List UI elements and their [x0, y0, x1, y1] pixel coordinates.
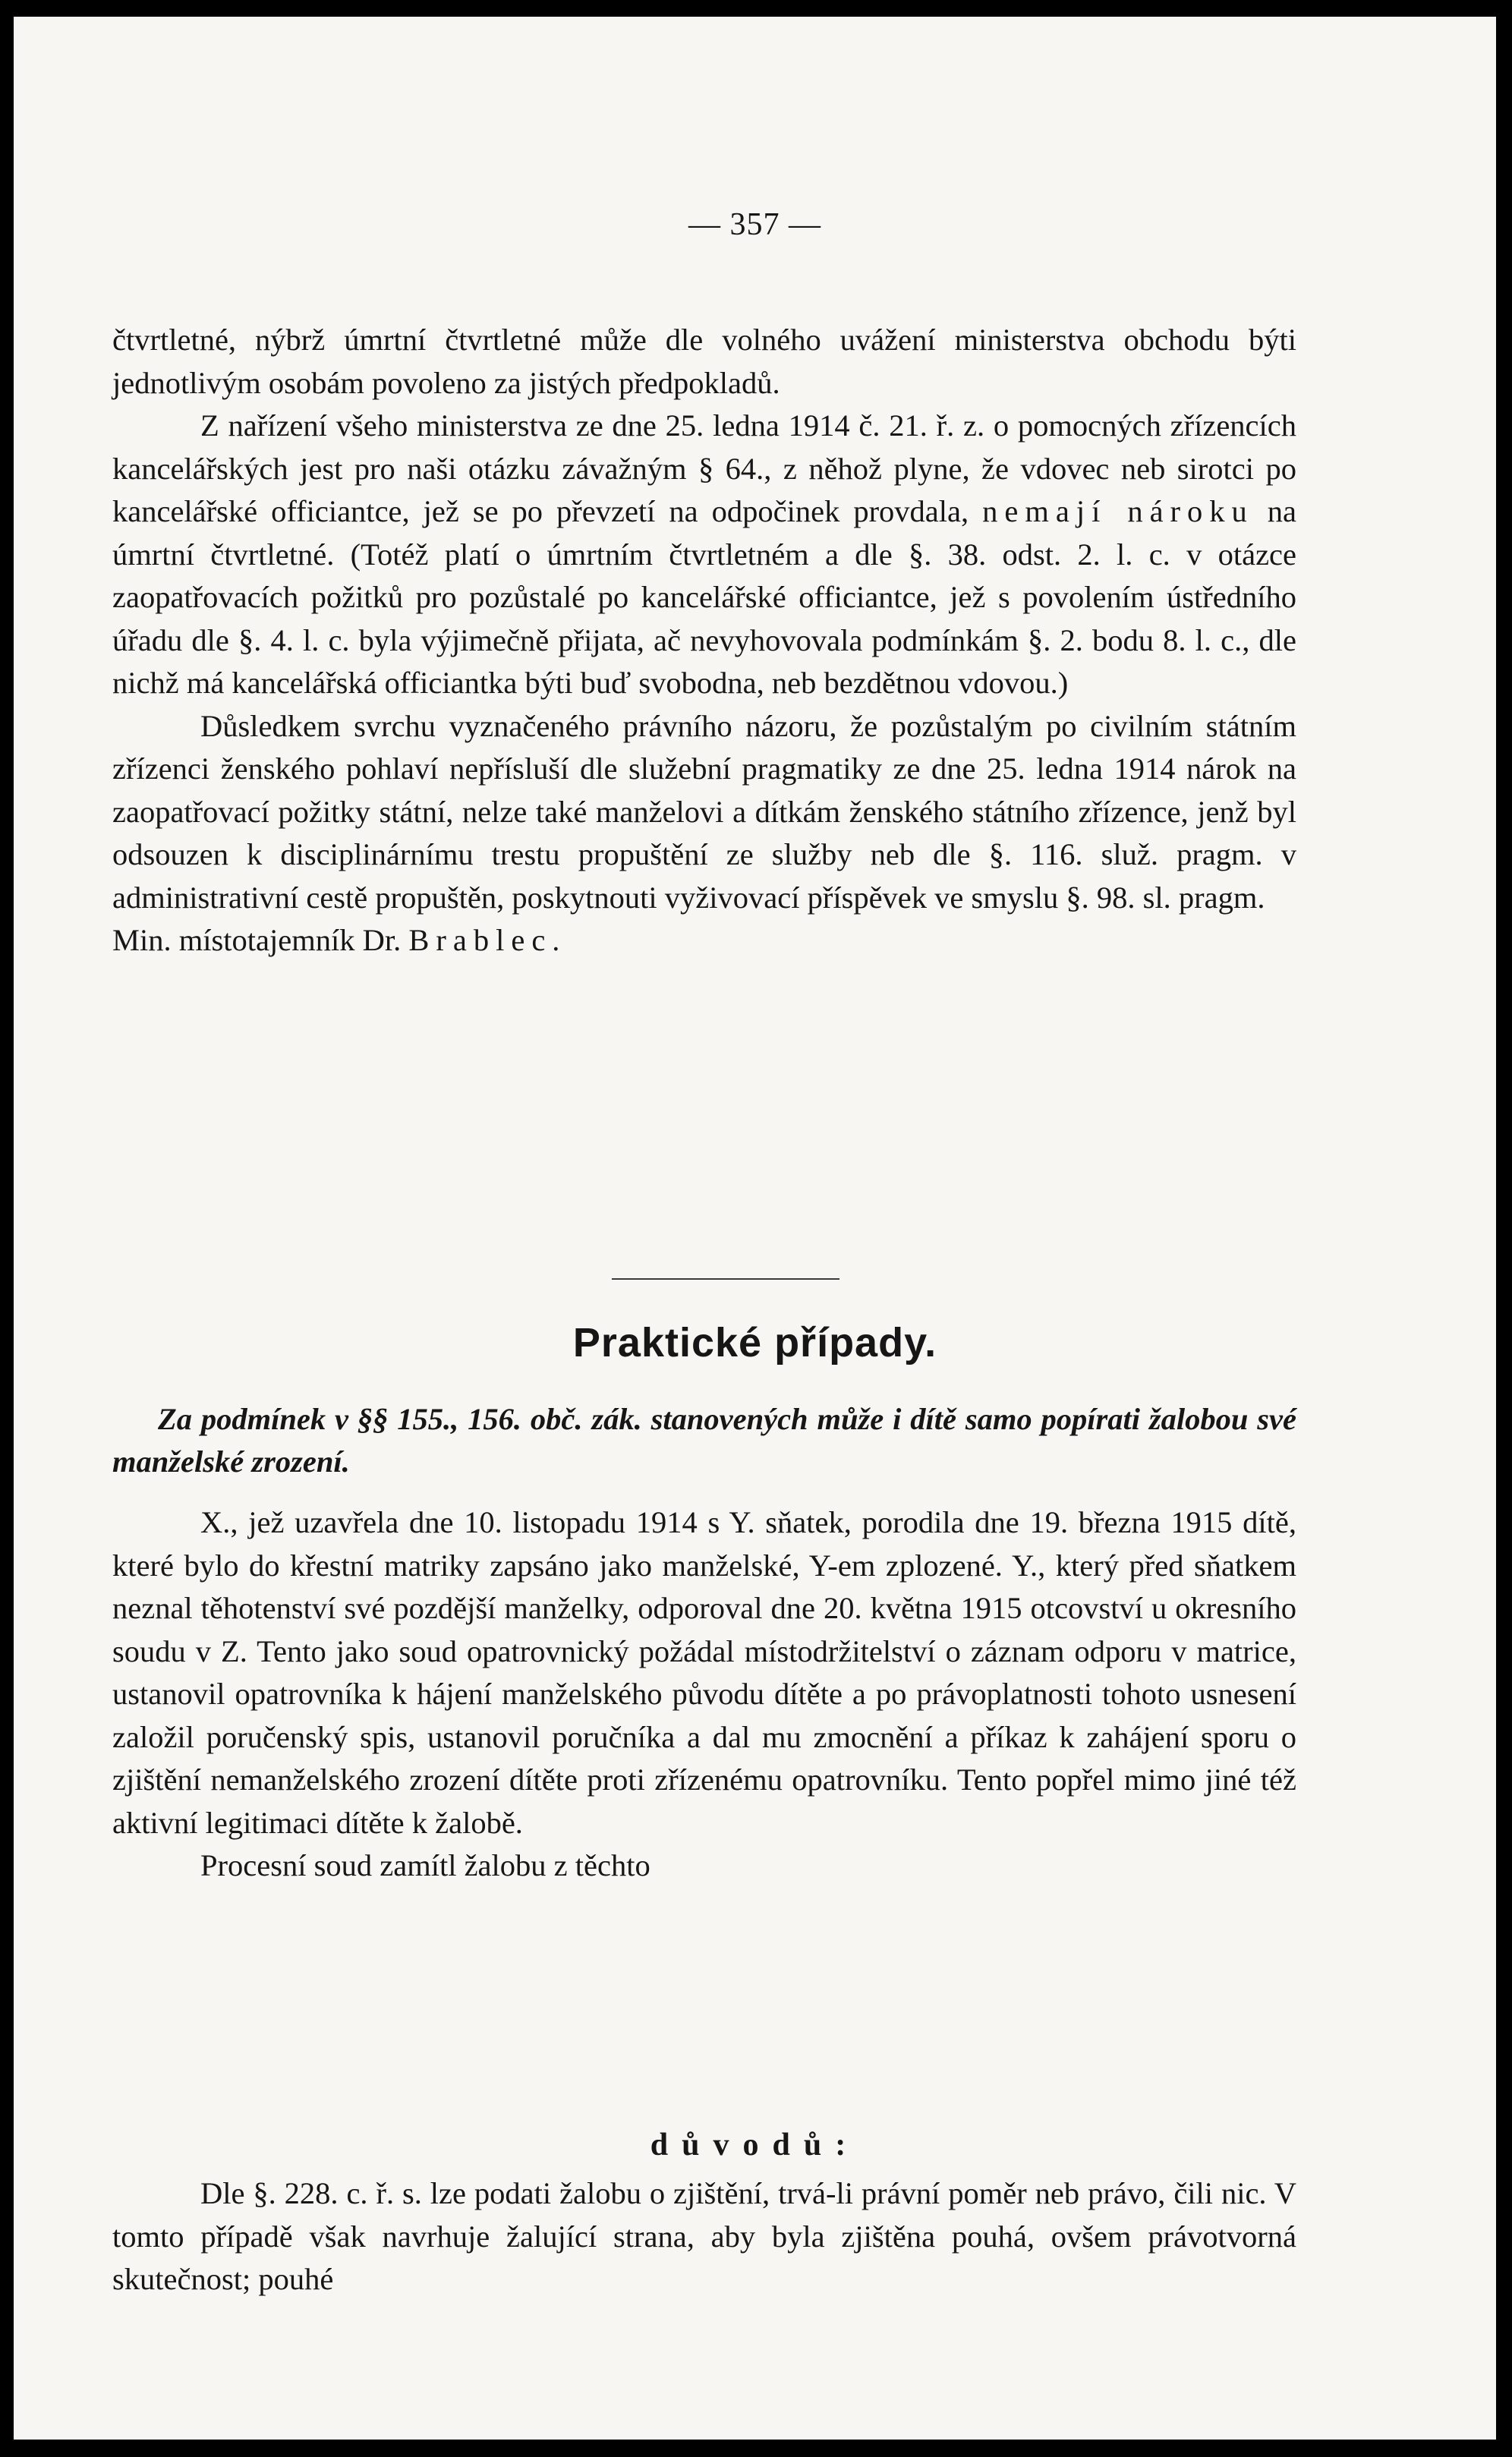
case-text-block: [112, 1501, 1296, 1888]
case-heading: Za podmínek v §§ 155., 156. obč. zák. stanovených může i dítě samo popírati žalobou své manželské zrození.: [112, 1402, 1296, 1479]
reasons-heading: důvodů:: [650, 2128, 860, 2162]
paragraph-court-decision: Procesní soud zamítl žalobu z těchto: [200, 1848, 650, 1882]
emphasis-no-claim: nemají nároku: [982, 494, 1254, 528]
document-page: [14, 17, 1496, 2440]
upper-text-block: [112, 319, 1296, 962]
signature-line: [112, 919, 1296, 962]
paragraph-consequence: Důsledkem svrchu vyznačeného právního názoru, že pozůstalým po civilním státním zřízenci ženského pohlaví nepřísluší dle služební pragmatiky ze dne 25. ledna 1914 nárok na zaopatřovací požitky státní, nelze také manželovi a dítkám ženského státního zřízence, jenž byl odsouzen k disciplinárnímu trestu propuštění ze služby neb dle §. 116. služ. pragm. v administrativní cestě propuštěn, poskytnouti vyživovací příspěvek ve smyslu §. 98. sl. pragm.: [112, 708, 1296, 915]
regulation-text-continued: na úmrtní čtvrtletné. (Totéž platí o úmrtním čtvrtletném a dle §. 38. odst. 2. l. c. v otázce zaopatřovacích požitků pro pozůstalé po kancelářské officiantce, jež s povolením ústředního úřadu dle §. 4. l. c. byla výjimečně přijata, ač nevyhovovala podmínkám §. 2. bodu 8. l. c., dle nichž má kancelářská officiantka býti buď svobodna, neb bezdětnou vdovou.): [112, 494, 1296, 700]
reasons-text-block: [112, 2172, 1296, 2301]
paragraph-continuation: čtvrtletné, nýbrž úmrtní čtvrtletné může dle volného uvážení ministerstva obchodu býti jednotlivým osobám povoleno za jistých předpokladů.: [112, 323, 1296, 400]
page-number: — 357 —: [688, 207, 821, 242]
paragraph-reasons: Dle §. 228. c. ř. s. lze podati žalobu o zjištění, trvá-li právní poměr neb právo, čili nic. V tomto případě však navrhuje žalující strana, aby byla zjištěna pouhá, ovšem právotvorná skutečnost; pouhé: [112, 2176, 1296, 2296]
signature-name: Brablec.: [408, 923, 567, 957]
paragraph-regulation: [112, 405, 1296, 705]
regulation-text: Z nařízení všeho ministerstva ze dne 25. ledna 1914 č. 21. ř. z. o pomocných zřízencích kancelářských jest pro naši otázku závažným § 64., z něhož plyne, že vdovec neb sirotci po kancelářské officiantce, jež se po převzetí na odpočinek provdala,: [112, 408, 1296, 528]
paragraph-case-facts: X., jež uzavřela dne 10. listopadu 1914 s Y. sňatek, porodila dne 19. března 1915 dítě, které bylo do křestní matriky zapsáno jako manželské, Y-em zplozené. Y., který před sňatkem neznal těhotenství své pozdější manželky, odporoval dne 20. května 1915 otcovství u okresního soudu v Z. Tento jako soud opatrovnický požádal místodržitelství o záznam odporu v matrice, ustanovil opatrovníka k hájení manželského původu dítěte a po právoplatnosti tohoto usnesení založil poručenský spis, ustanovil poručníka a dal mu zmocnění a příkaz k zahájení sporu o zjištění nemanželského zrození dítěte proti zřízenému opatrovníku. Tento popřel mimo jiné též aktivní legitimaci dítěte k žalobě.: [112, 1505, 1296, 1840]
signature-prefix: Min. místotajemník Dr.: [112, 923, 402, 957]
section-title: Praktické případy.: [572, 1320, 937, 1366]
section-divider: [612, 1278, 839, 1280]
